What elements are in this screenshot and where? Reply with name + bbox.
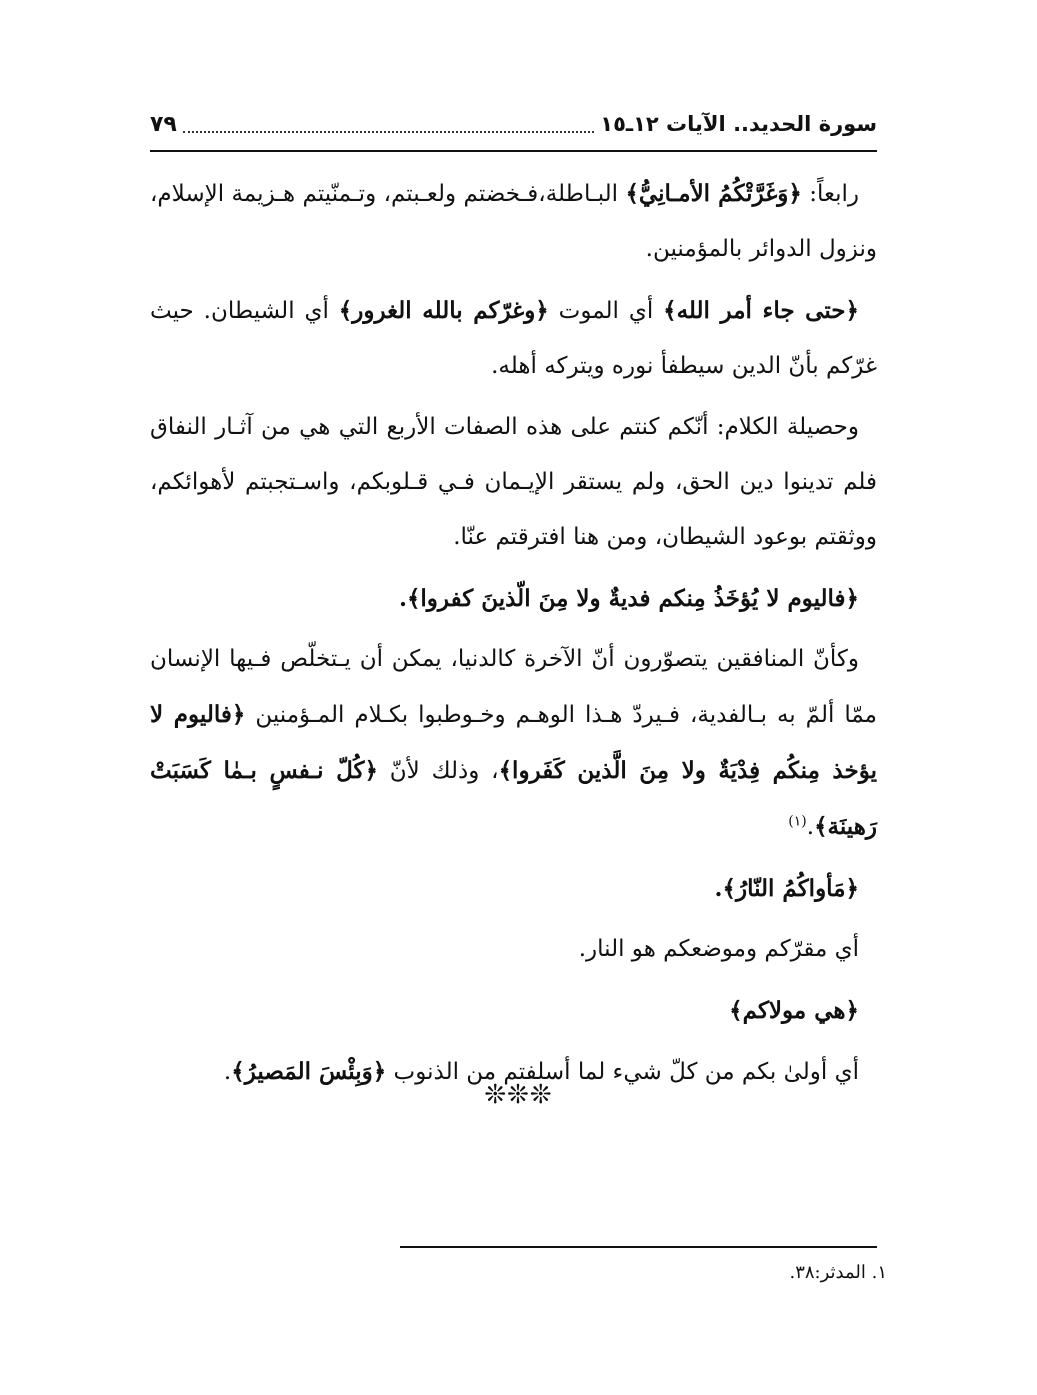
paragraph-command-of-god bbox=[150, 283, 877, 394]
footnote-rule bbox=[400, 1246, 877, 1248]
running-title: سورة الحديد.. الآيات ١٢ـ١٥ bbox=[600, 112, 877, 136]
quran-verse: ﴿وَغَرَّتْكُمُ الأمـانِيُّ﴾ bbox=[625, 180, 802, 207]
verse-line-master: ﴿هي مولاكم﴾ bbox=[729, 997, 859, 1024]
paragraph-text: . bbox=[223, 1059, 232, 1085]
verse-line-abode: ﴿مَأواكُمُ النّارُ﴾. bbox=[714, 875, 859, 902]
main-text bbox=[150, 166, 877, 1106]
verse-line-ransom: ﴿فاليوم لا يُؤخَذُ مِنكم فديةٌ ولا مِنَ الّذينَ كفروا﴾. bbox=[398, 585, 859, 612]
quran-verse: ﴿وغرّكم بالله الغرور﴾ bbox=[338, 297, 549, 324]
paragraph-abode-explanation bbox=[150, 922, 877, 977]
paragraph-text: أي الموت bbox=[548, 298, 664, 324]
paragraph-text: البـاطلة،فـخضتم ولعـبتم، وتـمنّيتم هـزيمة الإسلام، ونزول الدوائر بالمؤمنين. bbox=[150, 181, 877, 262]
page-number: ٧٩ bbox=[150, 111, 177, 137]
dot-leader bbox=[183, 131, 594, 133]
paragraph-text: وحصيلة الكلام: أنّكم كنتم على هذه الصفات الأربع التي هي من آثـار النفاق فلم تدينوا دين الحق، ولم يستقر الإيـمان فـي قـلوبكم، واسـتجبتم لأهوائكم، ووثقتم بوعود الشيطان، ومن هنا افترقتم عنّا. bbox=[150, 414, 877, 550]
paragraph-text: . bbox=[806, 814, 815, 840]
paragraph-text: وكأنّ المنافقين يتصوّرون أنّ الآخرة كالدنيا، يمكن أن يـتخلّص فـيها الإنسان ممّا ألمّ به بـالفدية، فـيردّ هـذا الوهـم وخـوطبوا بكـلام المـؤمنين bbox=[150, 646, 877, 728]
footnote: ١. المدثر:٣٨. bbox=[789, 1262, 887, 1283]
paragraph-text: أي مقرّكم وموضعكم هو النار. bbox=[578, 936, 859, 962]
quran-verse: ﴿فاليوم لا يؤخذ مِنكُم فِدْيَةٌ ولا مِنَ الَّذين كَفَروا﴾ bbox=[150, 701, 878, 784]
footnote-reference[interactable]: (١) bbox=[788, 813, 807, 830]
running-head bbox=[150, 104, 877, 144]
header-rule bbox=[150, 150, 877, 152]
paragraph-text: أي الشيطان. حيث غرّكم بأنّ الدين سيطفأ نوره ويتركه أهله. bbox=[150, 298, 877, 379]
quran-verse: ﴿حتى جاء أمر الله﴾ bbox=[663, 297, 859, 324]
paragraph-text: ، وذلك لأنّ bbox=[377, 758, 499, 784]
quran-verse: ﴿وَبِئْسَ المَصيرُ﴾ bbox=[231, 1058, 387, 1085]
paragraph-text: أي أولىٰ بكم من كلّ شيء لما أسلفتم من الذنوب bbox=[386, 1059, 859, 1085]
paragraph-summary bbox=[150, 400, 877, 565]
paragraph-lead: رابعاً: bbox=[801, 181, 860, 207]
quran-verse: ﴿كُلّ نـفسٍ بـمٰا كَسَبَتْ رَهينَة﴾ bbox=[150, 757, 877, 840]
paragraph-hypocrites bbox=[150, 632, 877, 855]
section-separator-asterisks: ❊❊❊ bbox=[484, 1080, 553, 1110]
paragraph-fourthly bbox=[150, 166, 877, 277]
